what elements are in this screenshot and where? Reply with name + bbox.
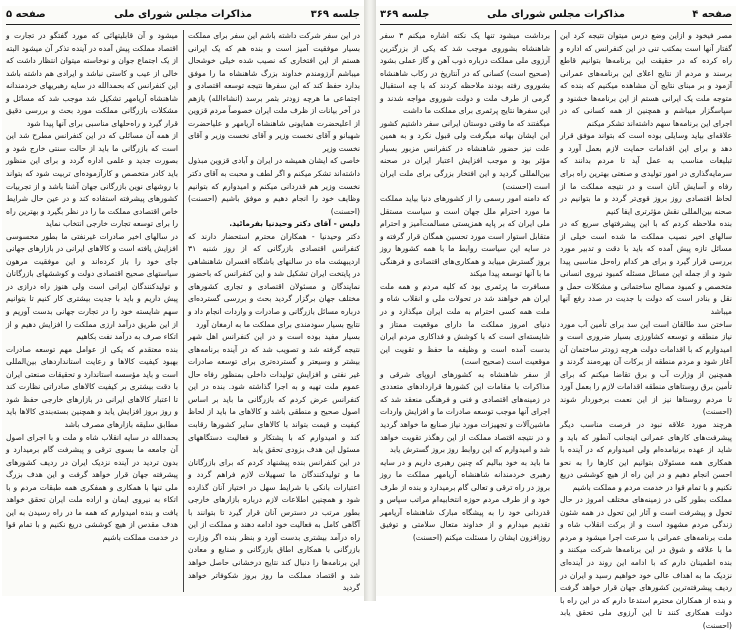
paragraph: بنده ملاحظه کردم که با این پیشرفتهای سریع که در سالهای اخیر نصیب مملکت ما شده است خیلی از مسائل تازه پیش آمده که باید با دقت و تدبیر مورد بررسی قرار گیرد و برای هر کدام راه‌حل مناسبی پیدا شود و از جمله این مسائل مسئله کمبود نیروی انسانی متخصص و کمبود مصالح ساختمانی و مشکلات حمل و نقل و بنادر است که دولت با جدیت در صدد رفع آنها میباشد — [560, 219, 732, 317]
page-4 — [376, 6, 736, 630]
paragraph: بسیار مفید بوده است و در این کنفرانس اهل شهر نتیجه گرفته شد و تصویب شد که در آینده برنامه‌های بیشتر و وسیعتر و گسترده‌تری برای توسعه صادرات غیر نفتی و افزایش تولیدات داخلی بمنظور رفاه حال عموم ملت تهیه و به اجرا گذاشته شود. بنده در این کنفرانس عرض کردم که بازرگانی ما باید بر اساس اصول صحیح و منطقی باشد و کالاهای ما باید از لحاظ کیفیت و قیمت بتواند با کالاهای سایر کشورها رقابت کند و امیدوارم که با پشتکار و فعالیت دستگاههای مسئول این هدف بزودی تحقق یابد — [188, 332, 360, 455]
paragraph: مسافرت ما پرثمری بود که کلیه مردم و همه ملت ایران هم خواهند شد در تحولات ملی و انقلاب شاه و ملت همه کسی احترام به ملت ایران میگذارد و در دنیای امروز مملکت ما دارای موقعیت ممتاز و شایسته‌ای است که با کوشش و فداکاری مردم ایران بدست آمده است و وظیفه ما حفظ و تقویت این موقعیت است (صحیح است) — [380, 281, 550, 367]
page-number: صفحه ۵ — [6, 9, 46, 20]
paragraph: در این کنفرانس بنده پیشنهاد کردم که برای بازرگانان ما و تولیدکنندگان ما تسهیلات لازم فراهم گردد و اعتبارات بانکی با شرایط سهل در اختیار آنان گذارده شود و همچنین اطلاعات لازم درباره بازارهای خارجی بطور مرتب در دسترس آنان قرار گیرد تا بتوانند با آگاهی کامل به فعالیت خود ادامه دهند و مملکت از این راه درآمد بیشتری بدست آورد و بنظر بنده اگر وزارت بازرگانی با همکاری اطاق بازرگانی و صنایع و معادن این برنامه‌ها را دنبال کند نتایج درخشانی حاصل خواهد شد و اقتصاد مملکت ما روز بروز شکوفاتر خواهد گردید — [188, 457, 360, 593]
paragraph: بحمدالله در سایه انقلاب شاه و ملت و با اجرای اصول آن جامعه ما بسوی ترقی و پیشرفت گام برمیدارد و بدون تردید در آینده نزدیک ایران در ردیف کشورهای پیشرفته جهان قرار خواهد گرفت و این هدف بزرگ ملی تنها با همکاری و همفکری همه طبقات مردم و با اتکاء به نیروی ایمان و اراده ملت ایران تحقق خواهد یافت و بنده امیدوارم که همه ما در راه رسیدن به این هدف مقدس از هیچ کوششی دریغ نکنیم و با تمام قوا در خدمت مملکت باشیم — [6, 432, 178, 542]
session-number: جلسه ۳۶۹ — [380, 9, 430, 20]
journal-title: مذاکرات مجلس شورای ملی — [114, 9, 252, 20]
column-divider — [183, 30, 184, 592]
paragraph: مصر فیخود و ازاین وضع درس میتوان نتیجه کرد این گفتار آنها است بمکتب تنی در این کنفرانس که اداره و راه کرده که در حقیقت این برنامه‌ها بتوانیم قاطع برسند و مردم از نتایج اعلای این برنامه‌های عمرانی آزمود و بر مبنای نتایج آن مشاهده میکنیم که بنده که متوجه ملت یک ایرانی هستم از این برنامه‌ها خشنود و سپاسگزار میباشم و همچنین از همه کسانی که در اجرای این برنامه‌ها سهم داشته‌اند تشکر میکنم — [560, 31, 732, 128]
paragraph: ساختن سد طالقان است این سد برای تأمین آب مورد نیاز منطقه و توسعه کشاورزی بسیار ضروری است و امیدوارم که با اقدامات دولت هرچه زودتر ساختمان آن آغاز شود و مردم منطقه از برکات آن بهره‌مند گردند و همچنین از وزارت آب و برق تقاضا میکنم که برای تأمین برق روستاهای منطقه اقدامات لازم را بعمل آورد تا مردم روستاها نیز از این نعمت برخوردار شوند (احسنت) — [560, 319, 732, 417]
paragraph: که دامنه امور رسمی را از کشورهای دنیا بیاید مملکت ما مورد احترام ملل جهان است و سیاست مستقل ملی ایران که بر پایه همزیستی مسالمت‌آمیز و احترام متقابل استوار است مورد تحسین همگان قرار گرفته و در سایه این سیاست روابط ما با همه کشورها روز بروز گسترش مییابد و همکاری‌های اقتصادی و فرهنگی ما با آنها توسعه پیدا میکند — [380, 194, 550, 279]
paragraph: میشود و آن قابلیتهائی که مورد گفتگو در تجارت و اقتصاد مملکت پیش آمده در آینده تذکر آن میشود البته از یک اجتماع جوان و نوخاسته میتوان انتظار داشت که خالی از عیب و کاستی نباشد و ایرادی هم داشته باشد این کنفرانس که بحمدالله در سایه رهبریهای خردمندانه شاهنشاه آریامهر تشکیل شد موجب شد که مسائل و مشکلات بازرگانی مملکت مورد بحث و بررسی دقیق قرار گیرد و راه‌حلهای مناسبی برای آنها پیدا شود — [6, 31, 178, 128]
page-number: صفحه ۴ — [692, 9, 732, 20]
paragraph: در این سفر شرکت داشته باشم این سفر برای مملکت بسیار موفقیت آمیز است و بنده هم که یک ایرانی هستم از این افتخاری که نصیب شده خیلی خوشحال میباشم آرزومندم خداوند بزرگ شاهنشاه ما را موفق بدارد حفظ کند که این سفرها نتیجه توسعه اقتصادی و اجتماعی ما هرچه زودتر بثمر برسد (انشاءالله) بازهم در آخر بیانات از ظرف ملت ایران خصوصاً مردم قزوین از اعلیحضرت همایونی شاهنشاه آریامهر و علیاحضرت شهبانو و آقای نخست وزیر و آقای نخست وزیر و آقای نخست وزیر — [188, 31, 360, 153]
paragraph: در سالهای اخیر صادرات غیرنفتی ما بطور محسوسی افزایش یافته است و کالاهای ایرانی در بازارهای جهانی جای خود را باز کرده‌اند و این موفقیت مرهون سیاستهای صحیح اقتصادی دولت و کوششهای بازرگانان و تولیدکنندگان ایرانی است ولی هنوز راه درازی در پیش داریم و باید با جدیت بیشتری کار کنیم تا بتوانیم سهم شایسته خود را در تجارت جهانی بدست آوریم و از این طریق درآمد ارزی مملکت را افزایش دهیم و از اتکاء صرف به درآمد نفت بکاهیم — [6, 231, 178, 342]
paragraph: هرچند مورد علاقه نبود در فرصت مناسب دیگر پیشرفت‌های کارهای عمرانی اینجانب آنطور که باید و شاید از عهده برنیامده‌ام ولی امیدوارم که در آینده با همکاری همه مسئولان بتوانیم این کارها را به نحو احسن انجام دهیم و در این راه از هیچ کوششی دریغ نکنیم و با تمام قوا در خدمت مردم و مملکت باشیم — [560, 419, 732, 492]
column-divider — [555, 30, 556, 592]
page-header — [6, 8, 360, 24]
text-column-left — [380, 30, 550, 592]
header-rule — [380, 24, 732, 25]
journal-title: مذاکرات مجلس شورای ملی — [487, 9, 625, 20]
paragraph: بنده معتقدم که یکی از عوامل مهم توسعه صادرات بهبود کیفیت کالاها و رعایت استانداردهای بین‌المللی است و باید مؤسسه استاندارد و تحقیقات صنعتی ایران با دقت بیشتری بر کیفیت کالاهای صادراتی نظارت کند تا اعتبار کالاهای ایرانی در بازارهای خارجی حفظ شود و روز بروز افزایش یابد و همچنین بسته‌بندی کالاها باید مطابق سلیقه بازارهای مصرف باشد — [6, 344, 178, 429]
session-number: جلسه ۳۶۹ — [310, 9, 360, 20]
paragraph: خاصی که ایشان همیشه در ایران و آبادی قزوین مبذول داشته‌اند تشکر میکنم و اگر لطف و محبت به آقای دکتر نخست وزیر هم قدردانی میکنم و امیدوارم که بتوانیم وظایف خود را انجام دهیم و موفق باشیم (احسنت) (احسنت) — [188, 156, 360, 216]
paragraph: از همه آن مسائلی که در این کنفرانس مطرح شد این است که بازرگانی ما باید از حالت سنتی خارج شود و بصورت جدید و علمی اداره گردد و برای این منظور باید کادر متخصص و کارآزموده‌ای تربیت شود که بتواند با روشهای نوین بازرگانی جهان آشنا باشد و از تجربیات کشورهای پیشرفته استفاده کند و در عین حال شرایط خاص اقتصادی مملکت ما را در نظر بگیرد و بهترین راه را برای توسعه تجارت خارجی انتخاب نماید — [6, 131, 178, 229]
text-column-right — [188, 30, 360, 592]
paragraph: مملکت بطور کلی در زمینه‌های مختلف امروز در حال تحول و پیشرفت است و آثار این تحول در همه شئون زندگی مردم مشهود است و از برکت انقلاب شاه و ملت برنامه‌های عمرانی با سرعت اجرا میشود و مردم ما با علاقه و شوق در این برنامه‌ها شرکت میکنند و بنده اطمینان دارم که با ادامه این روند در آینده‌ای نزدیک ما به اهداف عالی خود خواهیم رسید و ایران در ردیف پیشرفته‌ترین کشورهای جهان قرار خواهد گرفت و بنده از همکاران محترم استدعا دارم که در این راه با دولت همکاری کنند تا این آرزوی ملی تحقق یابد (احسنت) — [560, 495, 732, 630]
text-column-left — [6, 30, 178, 592]
text-column-right — [560, 30, 732, 630]
paragraph: علاقه‌ای بیاید وسایلی بوده است که بتواند موفق قرار دهد و برای این اقدامات حمایت لازم بعمل آورد و تبلیغات مناسب به عمل آید تا مردم بدانند که سرمایه‌گذاری در امور تولیدی و صنعتی بهترین راه برای رفاه و آسایش آنان است و در نتیجه مملکت ما از لحاظ اقتصادی روز بروز قوی‌تر گردد و ما بتوانیم در صحنه بین‌المللی نقش مؤثرتری ایفا کنیم — [560, 131, 732, 216]
paragraph: ما باید به خود ببالیم که چنین رهبری داریم و در سایه رهبری خردمندانه شاهنشاه آریامهر مملکت ما روز بروز در راه ترقی و تعالی گام برمیدارد و بنده از طرف خود و از طرف مردم حوزه انتخابیه‌ام مراتب سپاس و قدردانی خود را به پیشگاه مبارک شاهنشاه آریامهر تقدیم میدارم و از خداوند متعال سلامتی و توفیق روزافزون ایشان را مسئلت میکنم (احسنت) — [379, 457, 550, 542]
paragraph: میگفتند که ما وقتی دوستان ایرانی سفر داشتیم کشور این ایشان بهانه میگرفت ولی قبول نکرد و به همین علت نیز حضور شاهنشاه در کنفرانس مزبور بسیار مؤثر بود و موجب افزایش اعتبار ایران در صحنه بین‌المللی گردید و این افتخار بزرگی برای ملت ایران است (احسنت) — [380, 118, 550, 191]
speaker-line: دلیس - آقای دکتر وحیدنیا بفرمائید. — [229, 219, 360, 229]
paragraph: از سفر شاهنشاه به کشورهای اروپای شرقی و مذاکرات با مقامات این کشورها قراردادهای متعددی در زمینه‌های اقتصادی و فنی و فرهنگی منعقد شد که اجرای آنها موجب توسعه صادرات ما و افزایش واردات ماشین‌آلات و تجهیزات مورد نیاز صنایع ما خواهد گردید و در نتیجه اقتصاد مملکت از این رهگذر تقویت خواهد شد و امیدوارم که این روابط روز بروز گسترش یابد — [380, 369, 550, 455]
book-gutter — [364, 0, 376, 601]
page-5 — [2, 6, 364, 596]
paragraph: برداشت میشود تنها یک نکته اشاره میکنم ۳ سفر شاهنشاه بشوروی موجب شد که یکی از بزرگترین آرزوی ملی مملکت درباره ذوب آهن و گاز عملی بشود (صحیح است) کسانی که در آنتاریخ در رکاب شاهنشاه بشوروی رفته بودند ملاحظه کردند که با چه استقبال گرمی از طرف ملت و دولت شوروی مواجه شدند و این سفرها نتایج پرثمری برای مملکت ما داشت — [380, 31, 550, 116]
page-header — [380, 8, 732, 24]
paragraph: دکتر وحیدنیا - همکاران محترم استحضار دارند که کنفرانس اقتصادی بازرگانی که از روز شنبه ۳۱ اردیبهشت ماه در سالنهای باشگاه افسران شاهنشاهی در پایتخت ایران تشکیل شد و این کنفرانس که باحضور نمایندگان و مسئولان اقتصادی و تجاری کشورهای مختلف جهان برگزار گردید بحث و بررسی گسترده‌ای درباره مسائل بازرگانی و صادرات و واردات انجام داد و نتایج بسیار سودمندی برای مملکت ما به ارمغان آورد — [188, 231, 360, 329]
header-rule — [6, 24, 360, 25]
